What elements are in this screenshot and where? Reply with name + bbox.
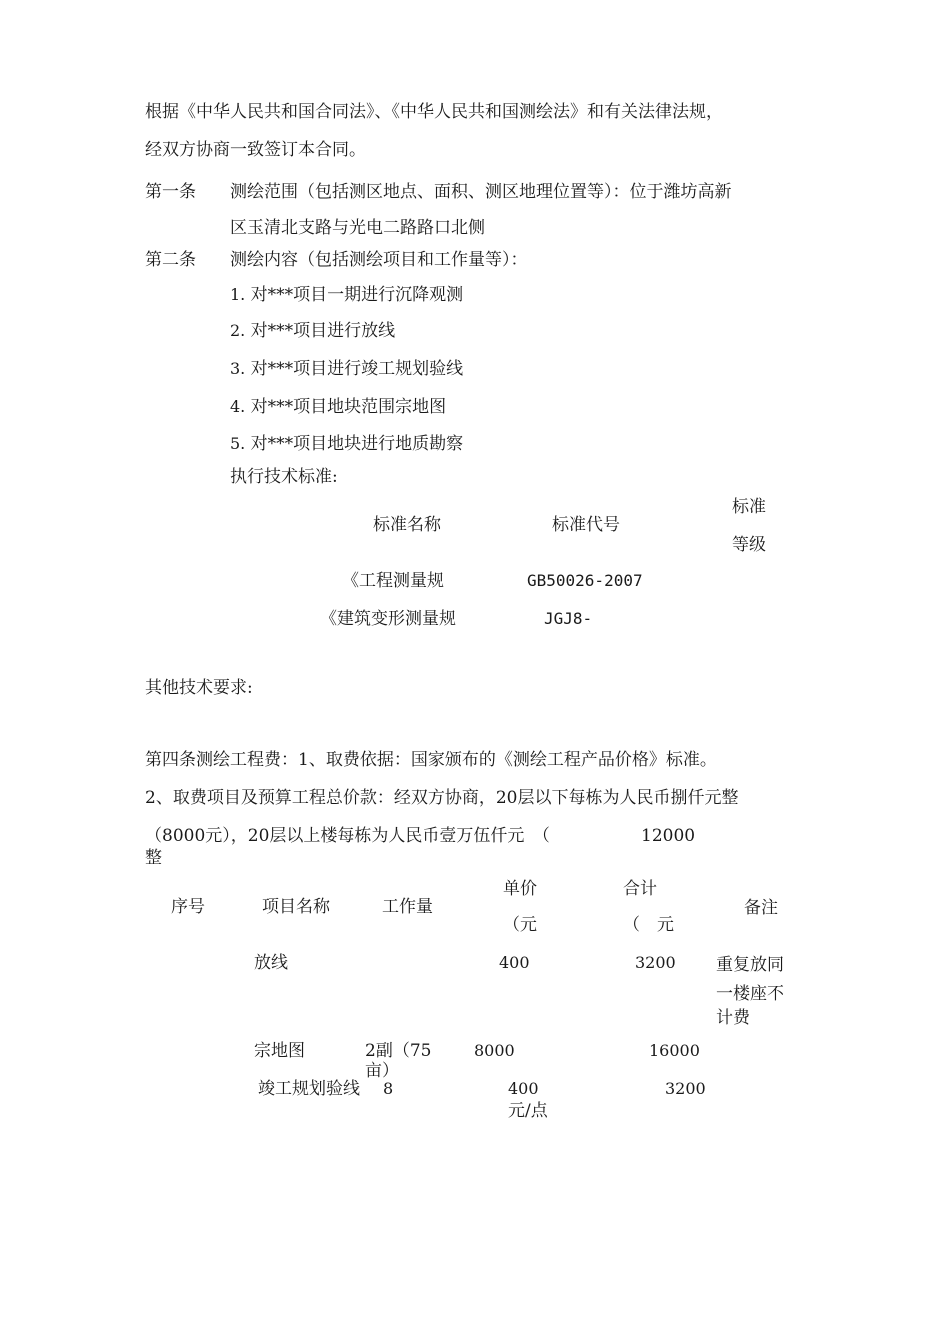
article-2-label: 第二条 (145, 250, 196, 270)
article-4-amount: 12000 (641, 826, 696, 846)
fee-header-total-2: （ 元 (623, 915, 674, 935)
fee-row-2-total: 16000 (649, 1041, 700, 1060)
fee-row-1-remark-2: 一楼座不 (716, 984, 784, 1004)
article-4-line-2: 2、取费项目及预算工程总价款：经双方协商，20层以下每栋为人民币捌仟元整 (145, 788, 739, 808)
article-1-line-2: 区玉清北支路与光电二路路口北侧 (230, 218, 485, 238)
fee-row-1-remark-1: 重复放同 (716, 955, 784, 975)
fee-header-unit-price-2: （元 (503, 915, 537, 935)
fee-row-2-unit-price: 8000 (474, 1041, 515, 1060)
fee-row-2-workload-1: 2副（75 (365, 1041, 432, 1061)
fee-row-1-total: 3200 (635, 953, 676, 972)
list-item (230, 287, 463, 304)
list-item (230, 436, 463, 453)
fee-row-1-remark-3: 计费 (716, 1008, 750, 1028)
list-item-number: 4. (230, 397, 246, 416)
list-item (230, 399, 446, 416)
fee-row-1-unit-price: 400 (499, 953, 530, 972)
intro-line-2: 经双方协商一致签订本合同。 (145, 140, 366, 160)
fee-row-3-unit-price-1: 400 (508, 1079, 539, 1098)
standards-header-level-2: 等级 (732, 535, 766, 555)
article-4-line-3: （8000元），20层以上楼每栋为人民币壹万伍仟元 （ (145, 826, 550, 846)
article-4-line-4: 整 (145, 848, 162, 868)
other-requirements: 其他技术要求: (145, 678, 253, 698)
standards-title: 执行技术标准: (230, 467, 338, 487)
standards-row-2-name: 《建筑变形测量规 (320, 609, 456, 629)
article-2-heading: 测绘内容（包括测绘项目和工作量等）： (230, 250, 528, 270)
list-item (230, 323, 395, 340)
fee-header-seq: 序号 (171, 897, 205, 917)
fee-header-remark: 备注 (744, 898, 778, 918)
list-item (230, 361, 463, 378)
list-item-number: 2. (230, 321, 246, 340)
standards-row-2-code: JGJ8- (544, 609, 593, 628)
list-item-number: 5. (230, 434, 246, 453)
fee-row-2-name: 宗地图 (254, 1041, 305, 1061)
fee-header-total-1: 合计 (623, 879, 657, 899)
list-item-text: 对***项目地块进行地质勘察 (250, 434, 464, 454)
fee-row-3-name: 竣工规划验线 (258, 1079, 360, 1099)
standards-header-level-1: 标准 (732, 497, 766, 517)
list-item-text: 对***项目进行放线 (250, 321, 396, 341)
article-1-label: 第一条 (145, 182, 196, 202)
fee-header-unit-price-1: 单价 (503, 879, 537, 899)
standards-row-1-code: GB50026-2007 (527, 571, 643, 590)
fee-header-workload: 工作量 (382, 897, 433, 917)
standards-header-name: 标准名称 (373, 515, 441, 535)
fee-header-name: 项目名称 (262, 897, 330, 917)
intro-line-1: 根据《中华人民共和国合同法》、《中华人民共和国测绘法》和有关法律法规， (145, 102, 723, 122)
fee-row-3-workload: 8 (383, 1079, 394, 1098)
list-item-number: 1. (230, 285, 246, 304)
list-item-text: 对***项目进行竣工规划验线 (250, 359, 464, 379)
fee-row-3-unit-price-2: 元/点 (508, 1101, 548, 1121)
article-1-line-1: 测绘范围（包括测区地点、面积、测区地理位置等）：位于潍坊高新 (230, 182, 732, 202)
list-item-number: 3. (230, 359, 246, 378)
article-4-line-1: 第四条测绘工程费：1、取费依据：国家颁布的《测绘工程产品价格》标准。 (145, 750, 717, 770)
fee-row-2-workload-2: 亩） (365, 1061, 399, 1081)
standards-header-code: 标准代号 (552, 515, 620, 535)
fee-row-3-total: 3200 (665, 1079, 706, 1098)
standards-row-1-name: 《工程测量规 (342, 571, 444, 591)
fee-row-1-name: 放线 (254, 953, 288, 973)
list-item-text: 对***项目地块范围宗地图 (250, 397, 447, 417)
list-item-text: 对***项目一期进行沉降观测 (250, 285, 464, 305)
